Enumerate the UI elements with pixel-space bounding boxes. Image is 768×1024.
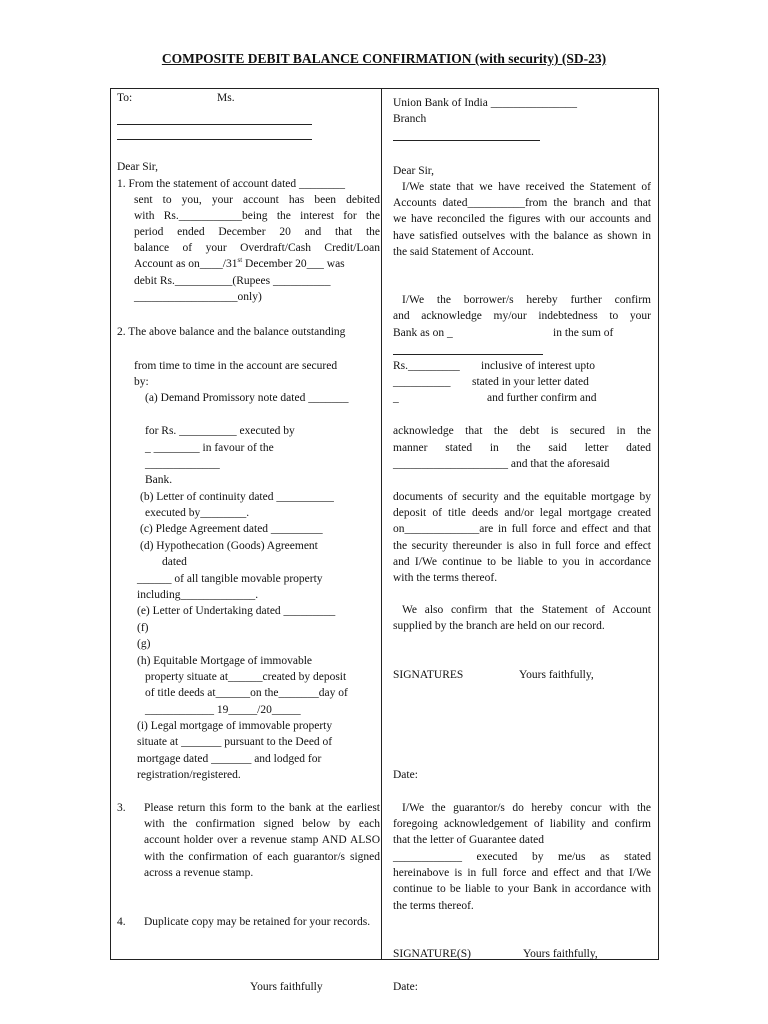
para1-line: sent to you, your account has been debited <box>134 194 380 206</box>
right-para3-line: inclusive of interest upto <box>481 360 596 372</box>
item-b: (b) Letter of continuity dated __________ <box>140 491 334 503</box>
para1-line: with Rs.___________being the interest for the <box>134 210 380 222</box>
para1-line: debit Rs.__________(Rupees __________ <box>134 275 331 287</box>
item-a: _ ________ in favour of the <box>145 442 274 454</box>
right-para5: documents of security and the equitable mortgage by deposit of title deeds and/or legal mortgage created on_____________are in full force and effect and that the security thereunder is also in full force and effect and I/We continue to be liable to you in accordance with the terms thereof. <box>393 491 651 585</box>
item-h: property situate at______created by deposit <box>145 671 347 683</box>
footer-yours-faithfully: Yours faithfully <box>250 981 323 993</box>
para4-number: 4. <box>117 916 126 928</box>
right-para2-line: I/We the borrower/s hereby further confirm <box>402 294 651 306</box>
yours-faithfully: Yours faithfully, <box>519 669 594 681</box>
item-d: (d) Hypothecation (Goods) Agreement <box>140 540 318 552</box>
bank-name: Union Bank of India _______________ <box>393 97 577 109</box>
signatures-label: SIGNATURE(S) <box>393 948 471 960</box>
right-para6: We also confirm that the Statement of Account supplied by the branch are held on our record. <box>393 604 651 633</box>
para1-line: 1. From the statement of account dated ________ <box>117 178 346 190</box>
item-a: Bank. <box>145 474 173 486</box>
item-h: of title deeds at______on the_______day of <box>145 687 348 699</box>
para1-line: Account as on____/31st December 20___ was <box>134 256 345 270</box>
item-i: situate at _______ pursuant to the Deed of <box>137 736 333 748</box>
item-a: for Rs. __________ executed by <box>145 425 295 437</box>
item-b: executed by________. <box>145 507 250 519</box>
item-h: ____________ 19_____/20_____ <box>145 704 301 716</box>
right-para2-line: Bank as on _ <box>393 327 453 339</box>
signatures-label: SIGNATURES <box>393 669 464 681</box>
para2-line: from time to time in the account are secured <box>134 360 338 372</box>
address-line <box>117 124 312 125</box>
para1-line: __________________only) <box>134 291 262 303</box>
right-para4-line: ____________________ and that the aforesaid <box>393 458 610 470</box>
para4-text: Duplicate copy may be retained for your records. <box>144 916 371 928</box>
column-divider <box>381 88 382 960</box>
item-c: (c) Pledge Agreement dated _________ <box>140 523 323 535</box>
item-d: ______ of all tangible movable property <box>137 573 323 585</box>
para3-text: Please return this form to the bank at the earliest with the confirmation signed below by each account holder over a revenue stamp AND ALSO with the confirmation of each guarantor/s signed across a revenue stamp. <box>144 802 380 879</box>
page-title: COMPOSITE DEBIT BALANCE CONFIRMATION (with security) (SD-23) <box>161 51 607 66</box>
address-line <box>117 139 312 140</box>
item-d: dated <box>162 556 187 568</box>
right-para4-line: manner stated in the said letter dated <box>393 442 651 454</box>
branch-line <box>393 140 540 141</box>
guarantor-para: I/We the guarantor/s do hereby concur with the foregoing acknowledgement of liability and confirm that the letter of Guarantee dated <box>393 802 651 847</box>
item-i: mortgage dated _______ and lodged for <box>137 753 322 765</box>
item-g: (g) <box>137 638 151 650</box>
right-para3-line: and further confirm and <box>487 392 597 404</box>
item-e: (e) Letter of Undertaking dated _________ <box>137 605 336 617</box>
branch-label: Branch <box>393 113 427 125</box>
right-para3-line: __________ <box>393 376 451 388</box>
right-para1: I/We state that we have received the Statement of Accounts dated__________from the branch and that we have reconciled the figures with our accounts and have satisfied outselves with the balance as shown in the said Statement of Account. <box>393 181 651 258</box>
right-para2-line: in the sum of <box>553 327 614 339</box>
right-para4-line: acknowledge that the debt is secured in the <box>393 425 651 437</box>
para1-line: period ended December 20 and that the <box>134 226 380 238</box>
item-d: including_____________. <box>137 589 259 601</box>
item-i: (i) Legal mortgage of immovable property <box>137 720 333 732</box>
guarantor-para: ____________ executed by me/us as stated hereinabove is in full force and effect and that I/We continue to be liable to your Bank in accordance with the terms thereof. <box>393 851 651 912</box>
para2-line: by: <box>134 376 149 388</box>
right-para3-line: Rs._________ <box>393 360 460 372</box>
footer-date: Date: <box>393 981 418 993</box>
yours-faithfully: Yours faithfully, <box>523 948 598 960</box>
item-a: (a) Demand Promissory note dated _______ <box>145 392 349 404</box>
item-f: (f) <box>137 622 149 634</box>
item-a: _____________ <box>145 458 220 470</box>
item-i: registration/registered. <box>137 769 241 781</box>
amount-line <box>393 354 543 355</box>
left-dear-sir: Dear Sir, <box>117 161 159 173</box>
right-para3-line: _ <box>393 392 399 404</box>
to-label: To: <box>117 92 133 104</box>
para2-line: 2. The above balance and the balance outstanding <box>117 326 346 338</box>
para1-line: balance of your Overdraft/Cash Credit/Loan <box>134 242 380 254</box>
date-label: Date: <box>393 769 418 781</box>
right-para2-line: and acknowledge my/our indebtedness to your <box>393 310 651 322</box>
right-para3-line: stated in your letter dated <box>472 376 589 388</box>
right-dear-sir: Dear Sir, <box>393 165 435 177</box>
para3-number: 3. <box>117 802 126 814</box>
ms-label: Ms. <box>217 92 235 104</box>
item-h: (h) Equitable Mortgage of immovable <box>137 655 313 667</box>
